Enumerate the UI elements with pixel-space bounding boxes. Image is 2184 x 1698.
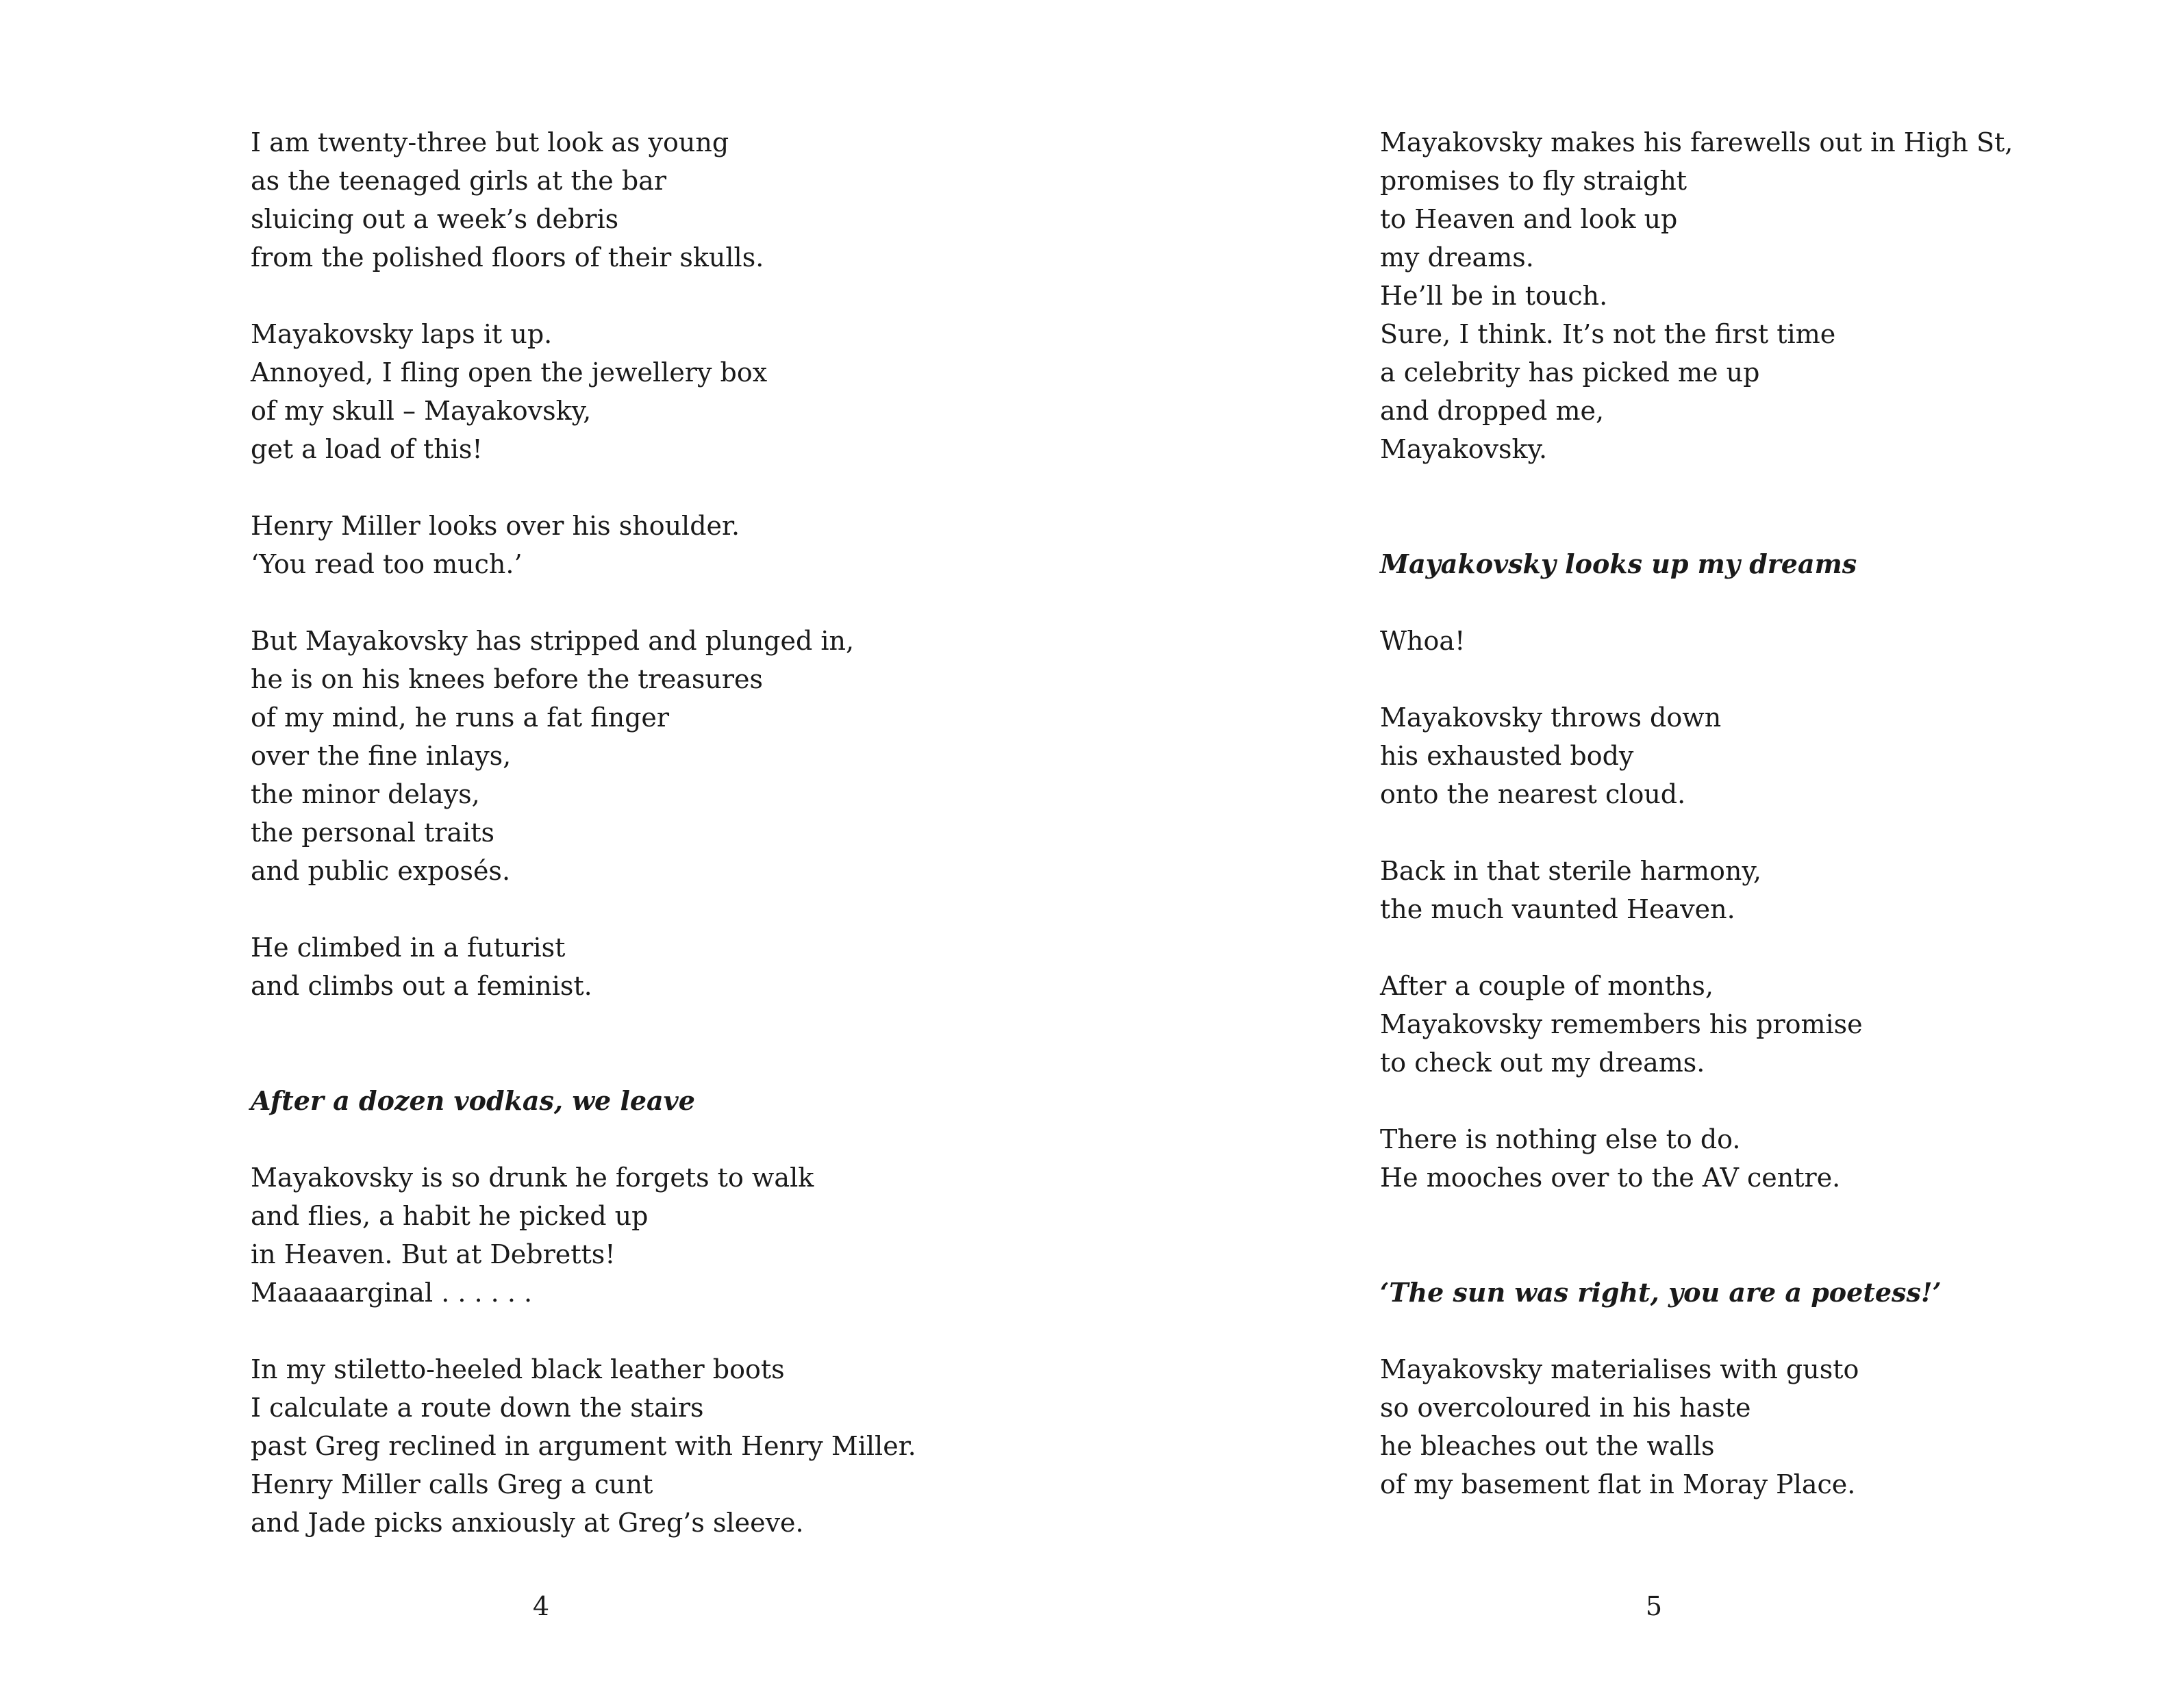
poem-line: sluicing out a week’s debris — [251, 204, 619, 234]
poem-line: the minor delays, — [251, 779, 480, 809]
poem-line: his exhausted body — [1380, 741, 1634, 771]
poem-line: to check out my dreams. — [1380, 1048, 1705, 1078]
poem-line: get a load of this! — [251, 434, 483, 464]
stanza — [251, 1158, 916, 1312]
poem-line: promises to fly straight — [1380, 166, 1687, 196]
left-section-b — [251, 1158, 916, 1542]
stanza — [251, 123, 916, 277]
poem-line: Mayakovsky throws down — [1380, 702, 1722, 733]
stanza — [1380, 1350, 2013, 1504]
poem-line: Sure, I think. It’s not the first time — [1380, 319, 1836, 349]
stanza — [1380, 1120, 2013, 1197]
poem-line: and climbs out a feminist. — [251, 971, 592, 1001]
poem-line: over the fine inlays, — [251, 741, 512, 771]
stanza — [1380, 967, 2013, 1082]
right-section-a — [1380, 123, 2013, 468]
poem-line: I calculate a route down the stairs — [251, 1393, 704, 1423]
poem-line: my dreams. — [1380, 242, 1534, 273]
poem-line: I am twenty-three but look as young — [251, 127, 729, 157]
poem-line: he is on his knees before the treasures — [251, 664, 763, 694]
poem-title-after-a-dozen-vodkas: After a dozen vodkas, we leave — [251, 1085, 695, 1116]
poem-line: and Jade picks anxiously at Greg’s sleeve. — [251, 1508, 804, 1538]
poem-line: After a couple of months, — [1380, 971, 1714, 1001]
poem-line: and public exposés. — [251, 856, 511, 886]
poem-line: Henry Miller calls Greg a cunt — [251, 1469, 653, 1499]
poem-line: Back in that sterile harmony, — [1380, 856, 1761, 886]
poem-line: and flies, a habit he picked up — [251, 1201, 649, 1231]
page-number-right: 5 — [1645, 1591, 1663, 1621]
poem-line: from the polished floors of their skulls. — [251, 242, 764, 273]
right-page-text — [1380, 123, 2013, 1504]
poem-line: of my mind, he runs a fat finger — [251, 702, 670, 733]
stanza — [1380, 622, 2013, 660]
stanza — [1380, 123, 2013, 468]
poem-line: ‘You read too much.’ — [251, 549, 523, 579]
poem-line: He’ll be in touch. — [1380, 281, 1608, 311]
poem-line: Mayakovsky materialises with gusto — [1380, 1354, 1859, 1384]
poem-line: the personal traits — [251, 818, 495, 848]
poem-line: to Heaven and look up — [1380, 204, 1678, 234]
stanza — [251, 315, 916, 468]
stanza — [251, 622, 916, 890]
poem-line: in Heaven. But at Debretts! — [251, 1239, 616, 1269]
poem-line: of my skull – Mayakovsky, — [251, 396, 592, 426]
poem-line: Annoyed, I fling open the jewellery box — [251, 357, 768, 388]
poem-line: as the teenaged girls at the bar — [251, 166, 666, 196]
poem-line: Mayakovsky laps it up. — [251, 319, 553, 349]
stanza — [251, 507, 916, 583]
poem-line: so overcoloured in his haste — [1380, 1393, 1751, 1423]
right-section-c — [1380, 1350, 2013, 1504]
right-page — [1092, 0, 2184, 1698]
left-page-text — [251, 123, 916, 1542]
poem-line: past Greg reclined in argument with Henry Miller. — [251, 1431, 916, 1461]
right-section-b — [1380, 622, 2013, 1197]
poem-line: Mayakovsky. — [1380, 434, 1548, 464]
poem-line: he bleaches out the walls — [1380, 1431, 1715, 1461]
poem-line: Mayakovsky remembers his promise — [1380, 1009, 1863, 1039]
poem-line: onto the nearest cloud. — [1380, 779, 1686, 809]
poem-line: Mayakovsky is so drunk he forgets to walk — [251, 1163, 814, 1193]
poem-line: He climbed in a futurist — [251, 933, 566, 963]
stanza — [1380, 852, 2013, 928]
poem-line: He mooches over to the AV centre. — [1380, 1163, 1841, 1193]
poem-title-the-sun-was-right: ‘The sun was right, you are a poetess!’ — [1380, 1277, 1942, 1308]
poem-line: Henry Miller looks over his shoulder. — [251, 511, 740, 541]
poem-line: In my stiletto-heeled black leather boots — [251, 1354, 785, 1384]
poem-title-mayakovsky-looks-up-my-dreams: Mayakovsky looks up my dreams — [1380, 548, 1857, 579]
poem-line: Mayakovsky makes his farewells out in High St, — [1380, 127, 2013, 157]
poem-line: Whoa! — [1380, 626, 1466, 656]
left-section-a — [251, 123, 916, 1005]
stanza — [251, 1350, 916, 1542]
page-number-left: 4 — [532, 1591, 550, 1621]
poem-line: the much vaunted Heaven. — [1380, 894, 1735, 924]
stanza — [251, 928, 916, 1005]
poem-line: There is nothing else to do. — [1380, 1124, 1741, 1154]
poem-line: But Mayakovsky has stripped and plunged in, — [251, 626, 855, 656]
stanza — [1380, 698, 2013, 813]
poem-line: a celebrity has picked me up — [1380, 357, 1760, 388]
poem-line: Maaaaarginal . . . . . . — [251, 1278, 533, 1308]
poem-line: and dropped me, — [1380, 396, 1605, 426]
poem-line: of my basement flat in Moray Place. — [1380, 1469, 1856, 1499]
